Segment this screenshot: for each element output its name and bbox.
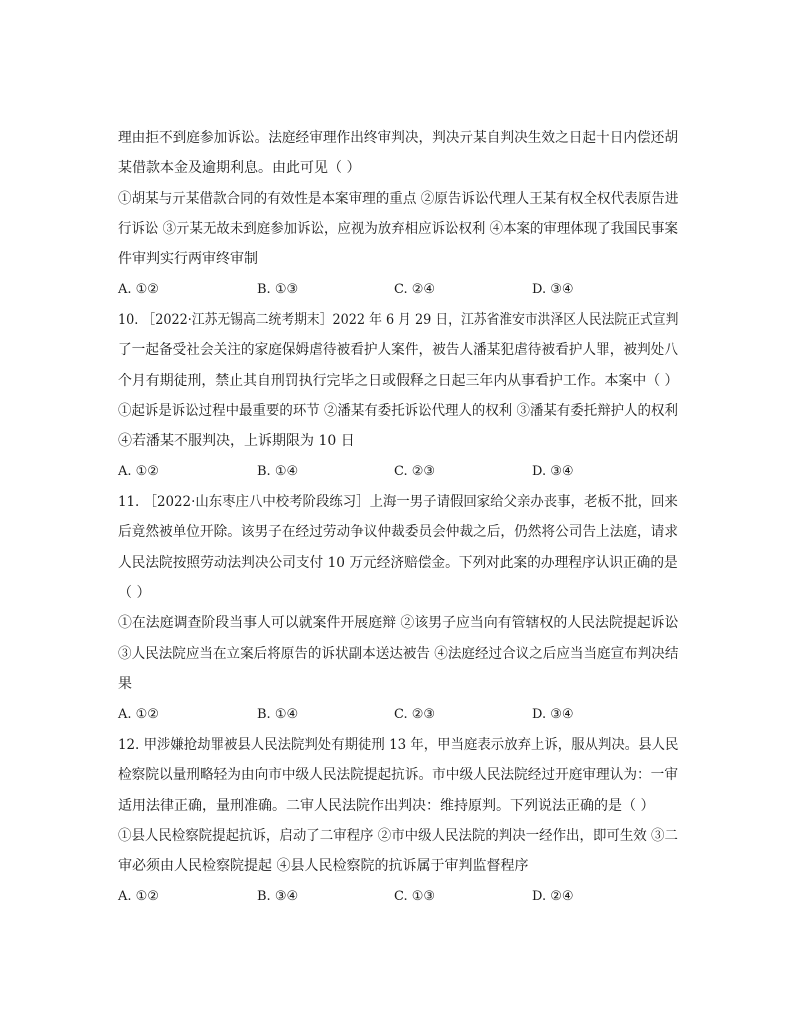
q10-option-a[interactable]: A. ①② [118, 464, 159, 479]
q9-stem-line: 某借款本金及逾期利息。由此可见（ ） [118, 160, 361, 176]
q9-statement-line: 件审判实行两审终审制 [118, 251, 258, 267]
q11-statement-line: ③人民法院应当在立案后将原告的诉状副本送达被告 ④法庭经过合议之后应当当庭宣布判决结 [118, 646, 679, 662]
q12-stem-line: 检察院以量刑略轻为由向市中级人民法院提起抗诉。市中级人民法院经过开庭审理认为：一审 [118, 767, 678, 783]
q11-stem-line: （ ） [118, 585, 151, 601]
q9-statement-line: ①胡某与亓某借款合同的有效性是本案审理的重点 ②原告诉讼代理人王某有权全权代表原告进 [118, 191, 679, 207]
q10-stem-line: 个月有期徒刑，禁止其自刑罚执行完毕之日或假释之日起三年内从事看护工作。本案中（ ） [118, 373, 679, 389]
q12-statement-line: ①县人民检察院提起抗诉，启动了二审程序 ②市中级人民法院的判决一经作出，即可生效 ③二 [118, 828, 678, 844]
q11-options [118, 705, 678, 725]
q12-option-c[interactable]: C. ①③ [394, 889, 436, 904]
q11-option-c[interactable]: C. ②③ [394, 707, 436, 722]
q10-option-c[interactable]: C. ②③ [394, 464, 436, 479]
q10-stem-line: 了一起备受社会关注的家庭保姆虐待被看护人案件，被告人潘某犯虐待被看护人罪，被判处八 [118, 342, 678, 358]
q11-option-a[interactable]: A. ①② [118, 707, 159, 722]
q12-options [118, 887, 678, 907]
q10-option-b[interactable]: B. ①④ [257, 464, 299, 479]
q10-stem-line: 10. ［2022·江苏无锡高二统考期末］2022 年 6 月 29 日，江苏省淮安市洪泽区人民法院正式宣判 [118, 312, 679, 328]
q11-stem-line: 11. ［2022·山东枣庄八中校考阶段练习］上海一男子请假回家给父亲办丧事，老板不批，回来 [118, 494, 678, 510]
q11-statement-line: 果 [118, 676, 132, 692]
q9-option-c[interactable]: C. ②④ [394, 282, 436, 297]
q9-option-b[interactable]: B. ①③ [257, 282, 299, 297]
q10-statement-line: ④若潘某不服判决，上诉期限为 10 日 [118, 433, 355, 449]
q9-options [118, 280, 678, 300]
q12-option-b[interactable]: B. ③④ [257, 889, 299, 904]
q9-statement-line: 行诉讼 ③亓某无故未到庭参加诉讼，应视为放弃相应诉讼权利 ④本案的审理体现了我国民事案 [118, 221, 678, 237]
q12-option-a[interactable]: A. ①② [118, 889, 159, 904]
q12-stem-line: 12. 甲涉嫌抢劫罪被县人民法院判处有期徒刑 13 年，甲当庭表示放弃上诉，服从判决。县人民 [118, 737, 679, 753]
q11-stem-line: 后竟然被单位开除。该男子在经过劳动争议仲裁委员会仲裁之后，仍然将公司告上法庭，请求 [118, 524, 678, 540]
q9-option-d[interactable]: D. ③④ [532, 282, 574, 297]
q10-statement-line: ①起诉是诉讼过程中最重要的环节 ②潘某有委托诉讼代理人的权利 ③潘某有委托辩护人的权利 [118, 403, 678, 419]
q9-stem-line: 理由拒不到庭参加诉讼。法庭经审理作出终审判决，判决亓某自判决生效之日起十日内偿还胡 [118, 130, 678, 146]
q9-option-a[interactable]: A. ①② [118, 282, 159, 297]
q11-stem-line: 人民法院按照劳动法判决公司支付 10 万元经济赔偿金。下列对此案的办理程序认识正确的是 [118, 555, 678, 571]
q10-option-d[interactable]: D. ③④ [532, 464, 574, 479]
q10-options [118, 462, 678, 482]
q12-stem-line: 适用法律正确，量刑准确。二审人民法院作出判决：维持原判。下列说法正确的是（ ） [118, 798, 655, 814]
q11-option-b[interactable]: B. ①④ [257, 707, 299, 722]
q12-option-d[interactable]: D. ②④ [532, 889, 574, 904]
q11-option-d[interactable]: D. ③④ [532, 707, 574, 722]
q11-statement-line: ①在法庭调查阶段当事人可以就案件开展庭辩 ②该男子应当向有管辖权的人民法院提起诉讼 [118, 615, 679, 631]
q12-statement-line: 审必须由人民检察院提起 ④县人民检察院的抗诉属于审判监督程序 [118, 858, 529, 874]
